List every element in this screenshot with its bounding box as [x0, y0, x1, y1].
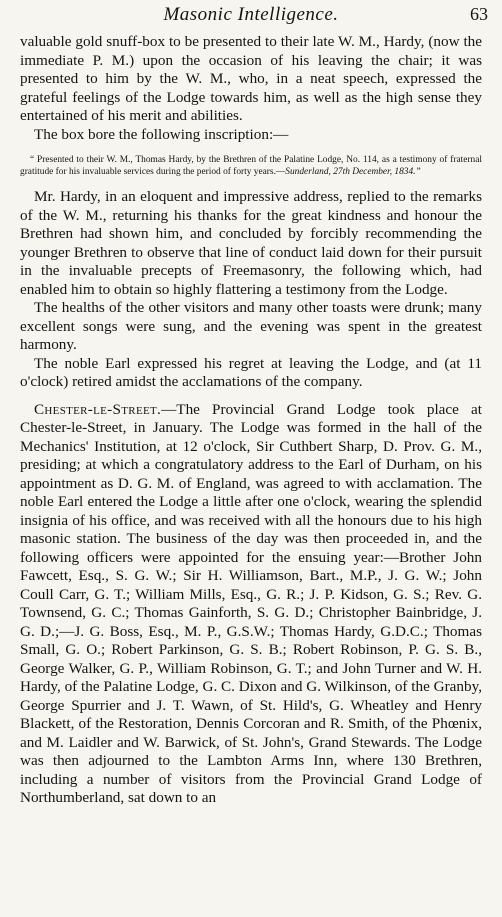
paragraph-healths: The healths of the other visitors and many other toasts were drunk; many excellent songs were sung, and the evening was spent in the greatest harmony.: [20, 299, 482, 353]
inscription-quote: [20, 154, 482, 178]
section-heading: Chester-le-Street.: [34, 400, 162, 418]
paragraph-earl-departure: The noble Earl expressed his regret at leaving the Lodge, and (at 11 o'clock) retired amidst the acclamations of the company.: [20, 354, 482, 390]
inscription-signature: Sunderland, 27th December, 1834.”: [285, 167, 421, 177]
paragraph-hardy-reply: Mr. Hardy, in an eloquent and impressive address, replied to the remarks of the W. M., returning his thanks for the great kindness and honour the Brethren had shown him, and concluded by forcibly recommending the younger Brethren to observe that line of conduct laid down for their pursuit in the invaluable precepts of Freemasonry, the following which, had enabled him to obtain so highly flattering a testimony from the Lodge.: [20, 188, 482, 298]
page-number: 63: [470, 4, 488, 24]
paragraph-inscription-intro: The box bore the following inscription:—: [34, 125, 289, 143]
paragraph-chester-le-street: [20, 401, 482, 808]
inscription-text: “ Presented to their W. M., Thomas Hardy, by the Brethren of the Palatine Lodge, No. 114, as a testimony of fraternal gratitude for his invaluable services during the period of forty years.—: [20, 155, 482, 177]
running-title: Masonic Intelligence.: [163, 4, 339, 25]
page-header: [0, 2, 502, 28]
body-text: [20, 33, 482, 808]
chester-text: —The Provincial Grand Lodge took place at Chester-le-Street, in January. The Lodge was formed in the hall of the Mechanics' Institution, at 12 o'clock, Sir Cuthbert Sharp, D. Prov. G. M., presiding; at which a congratulatory address to the Earl of Durham, on his appointment as D. G. M. of England, was agreed to with acclamation. The noble Earl entered the Lodge a little after one o'clock, wearing the splendid insignia of his office, and was received with all the honours due to his high masonic station. The business of the day was then proceeded in, and the following officers were appointed for the ensuing year:—Brother John Fawcett, Esq., S. G. W.; Sir H. Williamson, Bart., M.P., J. G. W.; John Coull Carr, G. T.; William Mills, Esq., G. R.; J. P. Kidson, G. S.; Rev. G. Townsend, G. C.; Thomas Gainforth, S. G. D.; Christopher Bainbridge, J. G. D.;—J. G. Boss, Esq., M. P., G.S.W.; Thomas Hardy, G.D.C.; Thomas Small, G. O.; Robert Parkinson, G. S. B.; Robert Robinson, P. G. S. B., George Walker, G. P., William Robinson, G. T.; and John Turner and W. H. Hardy, of the Palatine Lodge, G. C. Dixon and G. Wilkinson, of the Granby, George Spurrier and J. T. Wawn, of St. Hild's, G. Wheatley and Henry Blackett, of the Restoration, Dennis Corcoran and R. Smith, of the Phœnix, and M. Laidler and W. Barwick, of St. John's, Grand Stewards. The Lodge was then adjourned to the Lambton Arms Inn, where 130 Brethren, including a number of visitors from the Provincial Grand Lodge of Northumberland, sat down to an: [20, 400, 482, 806]
paragraph-snuff-box: valuable gold snuff-box to be presented to their late W. M., Hardy, (now the immediate P. M.) upon the occasion of his leaving the chair; it was presented to him by the W. M., who, in a neat speech, expressed the grateful feelings of the Lodge towards him, as well as the high sense they entertained of his merit and abilities.: [20, 33, 482, 124]
